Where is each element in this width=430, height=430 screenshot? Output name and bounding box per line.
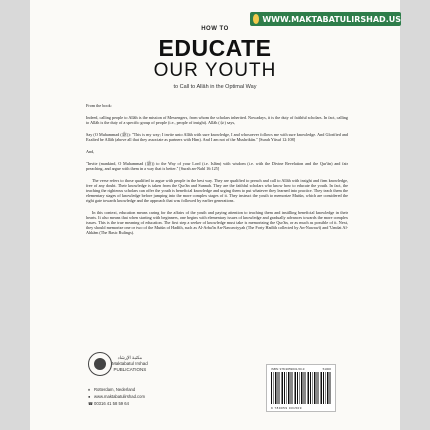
isbn-text: ISBN: 978-9059031-50-9 [271, 367, 305, 371]
back-cover-text [86, 103, 348, 242]
banner-url: WWW.MAKTABATULIRSHAD.US [262, 14, 401, 24]
publisher-arabic: مكتبة الإرشاد [117, 355, 143, 360]
price-code: 51000 [322, 367, 331, 371]
phone-text: 00316 41 58 59 64 [94, 401, 129, 406]
globe-icon: ● [88, 394, 91, 399]
quote-2: "Invite (mankind, O Muhammad (ﷺ)) to the Way of your Lord (i.e. Islām) with wisdom (i.e. with the Divine Revelation and the Qur'ān) and fair preaching, and argue with them in a way that is better." [Surah an-Nahl 16:125] [86, 161, 348, 171]
barcode-digits: 9 789059 031509 [271, 406, 302, 410]
barcode-bars [271, 372, 331, 404]
and-text: And, [86, 149, 95, 154]
subtitle: to Call to Allāh in the Optimal Way [173, 84, 257, 90]
publisher-name-text: Maktabatul Irshad [112, 361, 148, 366]
paragraph-1: Indeed, calling people to Allāh is the mission of Messengers, from whom the scholars inherited. Nowadays, it is the duty of faithful scholars. In fact, calling to Allāh is the duty of a specific group of people (i.e., people of insight). Allāh (ﷻ) says, [86, 115, 348, 125]
title-line-1: EDUCATE [158, 35, 272, 61]
paragraph-2: The verse refers to those qualified to argue with people in the best way. They are qualified to preach and call to Allāh with insight and firm knowledge, free of any doubt. Their knowledge is taken from the Qur'ān and Sunnah. They are the faithful scholars who know how to educate the youth. In fact, the teaching the righteous scholars can offer the youth is beneficial knowledge and urging them to put whatever they learned into practice. They teach them the elementary stages of knowledge before jumping into the more complex stages of it. They instruct the youth to memorize Mutūn, which are considered the right gate towards knowledge and the approach that was followed by earlier generations. [86, 178, 348, 203]
publisher-sub: PUBLICATIONS [113, 367, 147, 372]
phone-icon: ☎ [88, 401, 93, 406]
website-text[interactable]: www.maktabatulirshad.com [94, 394, 145, 399]
logo-icon [253, 14, 259, 24]
location-pin-icon: ♦ [88, 387, 91, 392]
barcode [266, 364, 336, 412]
website-banner[interactable] [250, 12, 401, 26]
location-text: Rotterdam, Nederland [94, 387, 136, 392]
how-to-label: HOW TO [201, 26, 229, 32]
publisher-contact [88, 386, 145, 407]
publisher-name [112, 355, 148, 373]
quote-1: Say (O Muhammad (ﷺ)): "This is my way; I invite unto Allāh with sure knowledge, I and whosoever follows me with sure knowledge. And Glorified and Exalted be Allāh (above all that they associate as partners with Him). And I am not of the Mushrikūn." [Surah Yūsuf 12:108] [86, 132, 348, 142]
title-line-2: OUR YOUTH [153, 60, 277, 81]
intro-text: From the book: [86, 103, 112, 108]
publisher-logo-icon [88, 352, 112, 376]
paragraph-3: In this context, education means caring for the affairs of the youth and paying attention to teaching them and instilling beneficial knowledge in their hearts. It also means that when starting with beginners, one begins with elementary issues of knowledge and gradually advances towards the more complex issues. This is the true meaning of education. The first step a seeker of knowledge must take is memorizing the Qur'ān, or as much as possible of it. Next, they should memorize one or two of the Mutūn of Hadīth, such as Al-Arba'īn An-Nawawiyyah (The Forty Hadīth collected by An-Nawawī) and 'Umdat Al-Ahkām (The Basic Rulings). [86, 210, 348, 235]
